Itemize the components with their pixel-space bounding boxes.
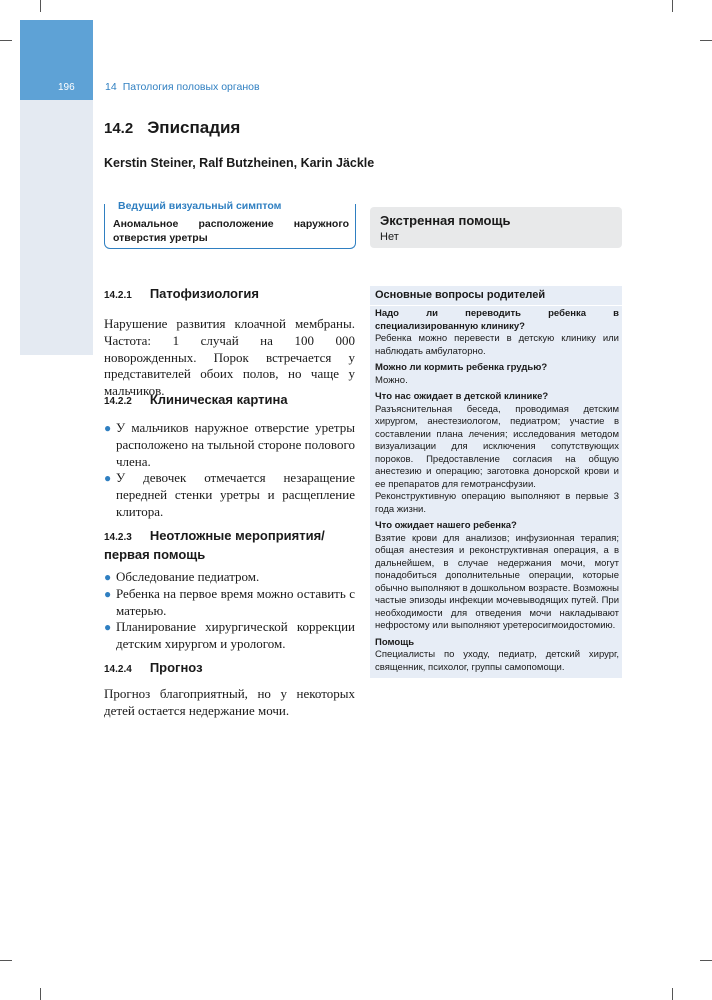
crop-mark bbox=[700, 40, 712, 41]
qa-answer: Взятие крови для анализов; инфузионная терапия; общая анестезия и реконструктивная операция, а в дальнейшем, в случае недержания мочи, могут понадобиться дополнительные операции, которые обычно выполняют в дошкольном возрасте. Возможны частые эпизоды инфекции мочевыводящих путей. При необходимости для отведения мочи накладывают нефростому или выполняют уретеросигмоидостомию. bbox=[375, 532, 619, 631]
title-number: 14.2 bbox=[104, 120, 134, 137]
list-item-text: Планирование хирургической коррекции детским хирургом и урологом. bbox=[116, 619, 355, 652]
qa-question: Можно ли кормить ребенка грудью? bbox=[375, 362, 548, 373]
bullet-icon: ● bbox=[104, 570, 112, 584]
page-number: 196 bbox=[58, 82, 75, 93]
crop-mark bbox=[700, 960, 712, 961]
list-item bbox=[104, 470, 355, 520]
section-heading bbox=[104, 660, 203, 675]
qa-question: Помощь bbox=[375, 636, 415, 648]
chapter-title: Патология половых органов bbox=[122, 81, 260, 93]
divider bbox=[370, 305, 622, 306]
section-title: Неотложные мероприятия/ bbox=[149, 528, 325, 543]
bullet-list bbox=[104, 420, 355, 521]
list-item bbox=[104, 586, 355, 620]
page-title bbox=[104, 118, 240, 138]
section-heading bbox=[104, 286, 259, 301]
section-number: 14.2.2 bbox=[104, 396, 132, 407]
section-title-cont: первая помощь bbox=[104, 547, 206, 562]
qa-question: Надо ли переводить ребенка в специализированную клинику? bbox=[375, 308, 619, 332]
running-head bbox=[105, 81, 266, 93]
qa-answer: Разъяснительная беседа, проводимая детским хирургом, анестезиологом, педиатром; участие в составлении плана лечения; исследования методом визуализации для исключения сопутствующих пороков. Предоставление согласия на общую анестезию и операцию; заготовка донорской крови и ее препаратов для гемотрансфузии. bbox=[375, 403, 619, 490]
list-item-text: У мальчиков наружное отверстие уретры расположено на тыльной стороне полового члена. bbox=[116, 420, 355, 469]
qa-item bbox=[375, 637, 619, 675]
qa-title: Основные вопросы родителей bbox=[375, 289, 546, 301]
section-number: 14.2.1 bbox=[104, 290, 132, 301]
bullet-icon: ● bbox=[104, 586, 112, 601]
list-item-text: У девочек отмечается незаращение передней стенки уретры и расщепление клитора. bbox=[116, 470, 355, 519]
section-title: Прогноз bbox=[149, 660, 203, 675]
crop-mark bbox=[40, 0, 41, 12]
qa-item bbox=[375, 520, 619, 633]
list-item bbox=[104, 569, 355, 586]
section-number: 14.2.4 bbox=[104, 664, 132, 675]
qa-answer: Можно. bbox=[375, 374, 408, 386]
bullet-icon: ● bbox=[104, 421, 112, 435]
page-tab bbox=[20, 20, 93, 100]
page-tab-shade bbox=[20, 100, 93, 355]
section-heading bbox=[104, 527, 325, 563]
title-text: Эписпадия bbox=[147, 118, 241, 137]
crop-mark bbox=[672, 988, 673, 1000]
list-item bbox=[104, 420, 355, 470]
section-text: Прогноз благоприятный, но у некоторых детей остается недержание мочи. bbox=[104, 686, 355, 718]
section-title: Патофизиология bbox=[149, 286, 259, 301]
list-item bbox=[104, 619, 355, 653]
qa-item bbox=[375, 391, 619, 516]
qa-answer: Ребенка можно перевести в детскую клинику или наблюдать амбулаторно. bbox=[375, 333, 619, 357]
crop-mark bbox=[40, 988, 41, 1000]
qa-answer: Специалисты по уходу, педиатр, детский хирург, священник, психолог, группы самопомощи. bbox=[375, 649, 619, 673]
section-title: Клиническая картина bbox=[149, 392, 288, 407]
section-number: 14.2.3 bbox=[104, 532, 132, 543]
qa-list bbox=[375, 308, 619, 678]
emergency-title: Экстренная помощь bbox=[380, 213, 511, 228]
qa-item bbox=[375, 308, 619, 358]
symptom-label: Ведущий визуальный симптом bbox=[114, 200, 285, 212]
qa-item bbox=[375, 362, 619, 387]
list-item-text: Обследование педиатром. bbox=[116, 569, 260, 584]
bullet-icon: ● bbox=[104, 620, 112, 635]
section-text: Нарушение развития клоачной мембраны. Частота: 1 случай на 100 000 новорожденных. Порок встречается у представителей обоих полов, но чаще у мальчиков. bbox=[104, 316, 355, 399]
bullet-list bbox=[104, 569, 355, 653]
symptom-text: Аномальное расположение наружного отверстия уретры bbox=[113, 218, 349, 244]
qa-question: Что нас ожидает в детской клинике? bbox=[375, 391, 549, 402]
qa-question: Что ожидает нашего ребенка? bbox=[375, 520, 517, 531]
qa-answer: Реконструктивную операцию выполняют в первые 3 года жизни. bbox=[375, 491, 619, 515]
crop-mark bbox=[0, 960, 12, 961]
authors: Kerstin Steiner, Ralf Butzheinen, Karin Jäckle bbox=[104, 156, 375, 170]
list-item-text: Ребенка на первое время можно оставить с матерью. bbox=[116, 585, 355, 618]
emergency-value: Нет bbox=[380, 231, 399, 243]
bullet-icon: ● bbox=[104, 471, 112, 486]
chapter-number: 14 bbox=[105, 81, 117, 93]
crop-mark bbox=[672, 0, 673, 12]
section-heading bbox=[104, 392, 288, 407]
crop-mark bbox=[0, 40, 12, 41]
